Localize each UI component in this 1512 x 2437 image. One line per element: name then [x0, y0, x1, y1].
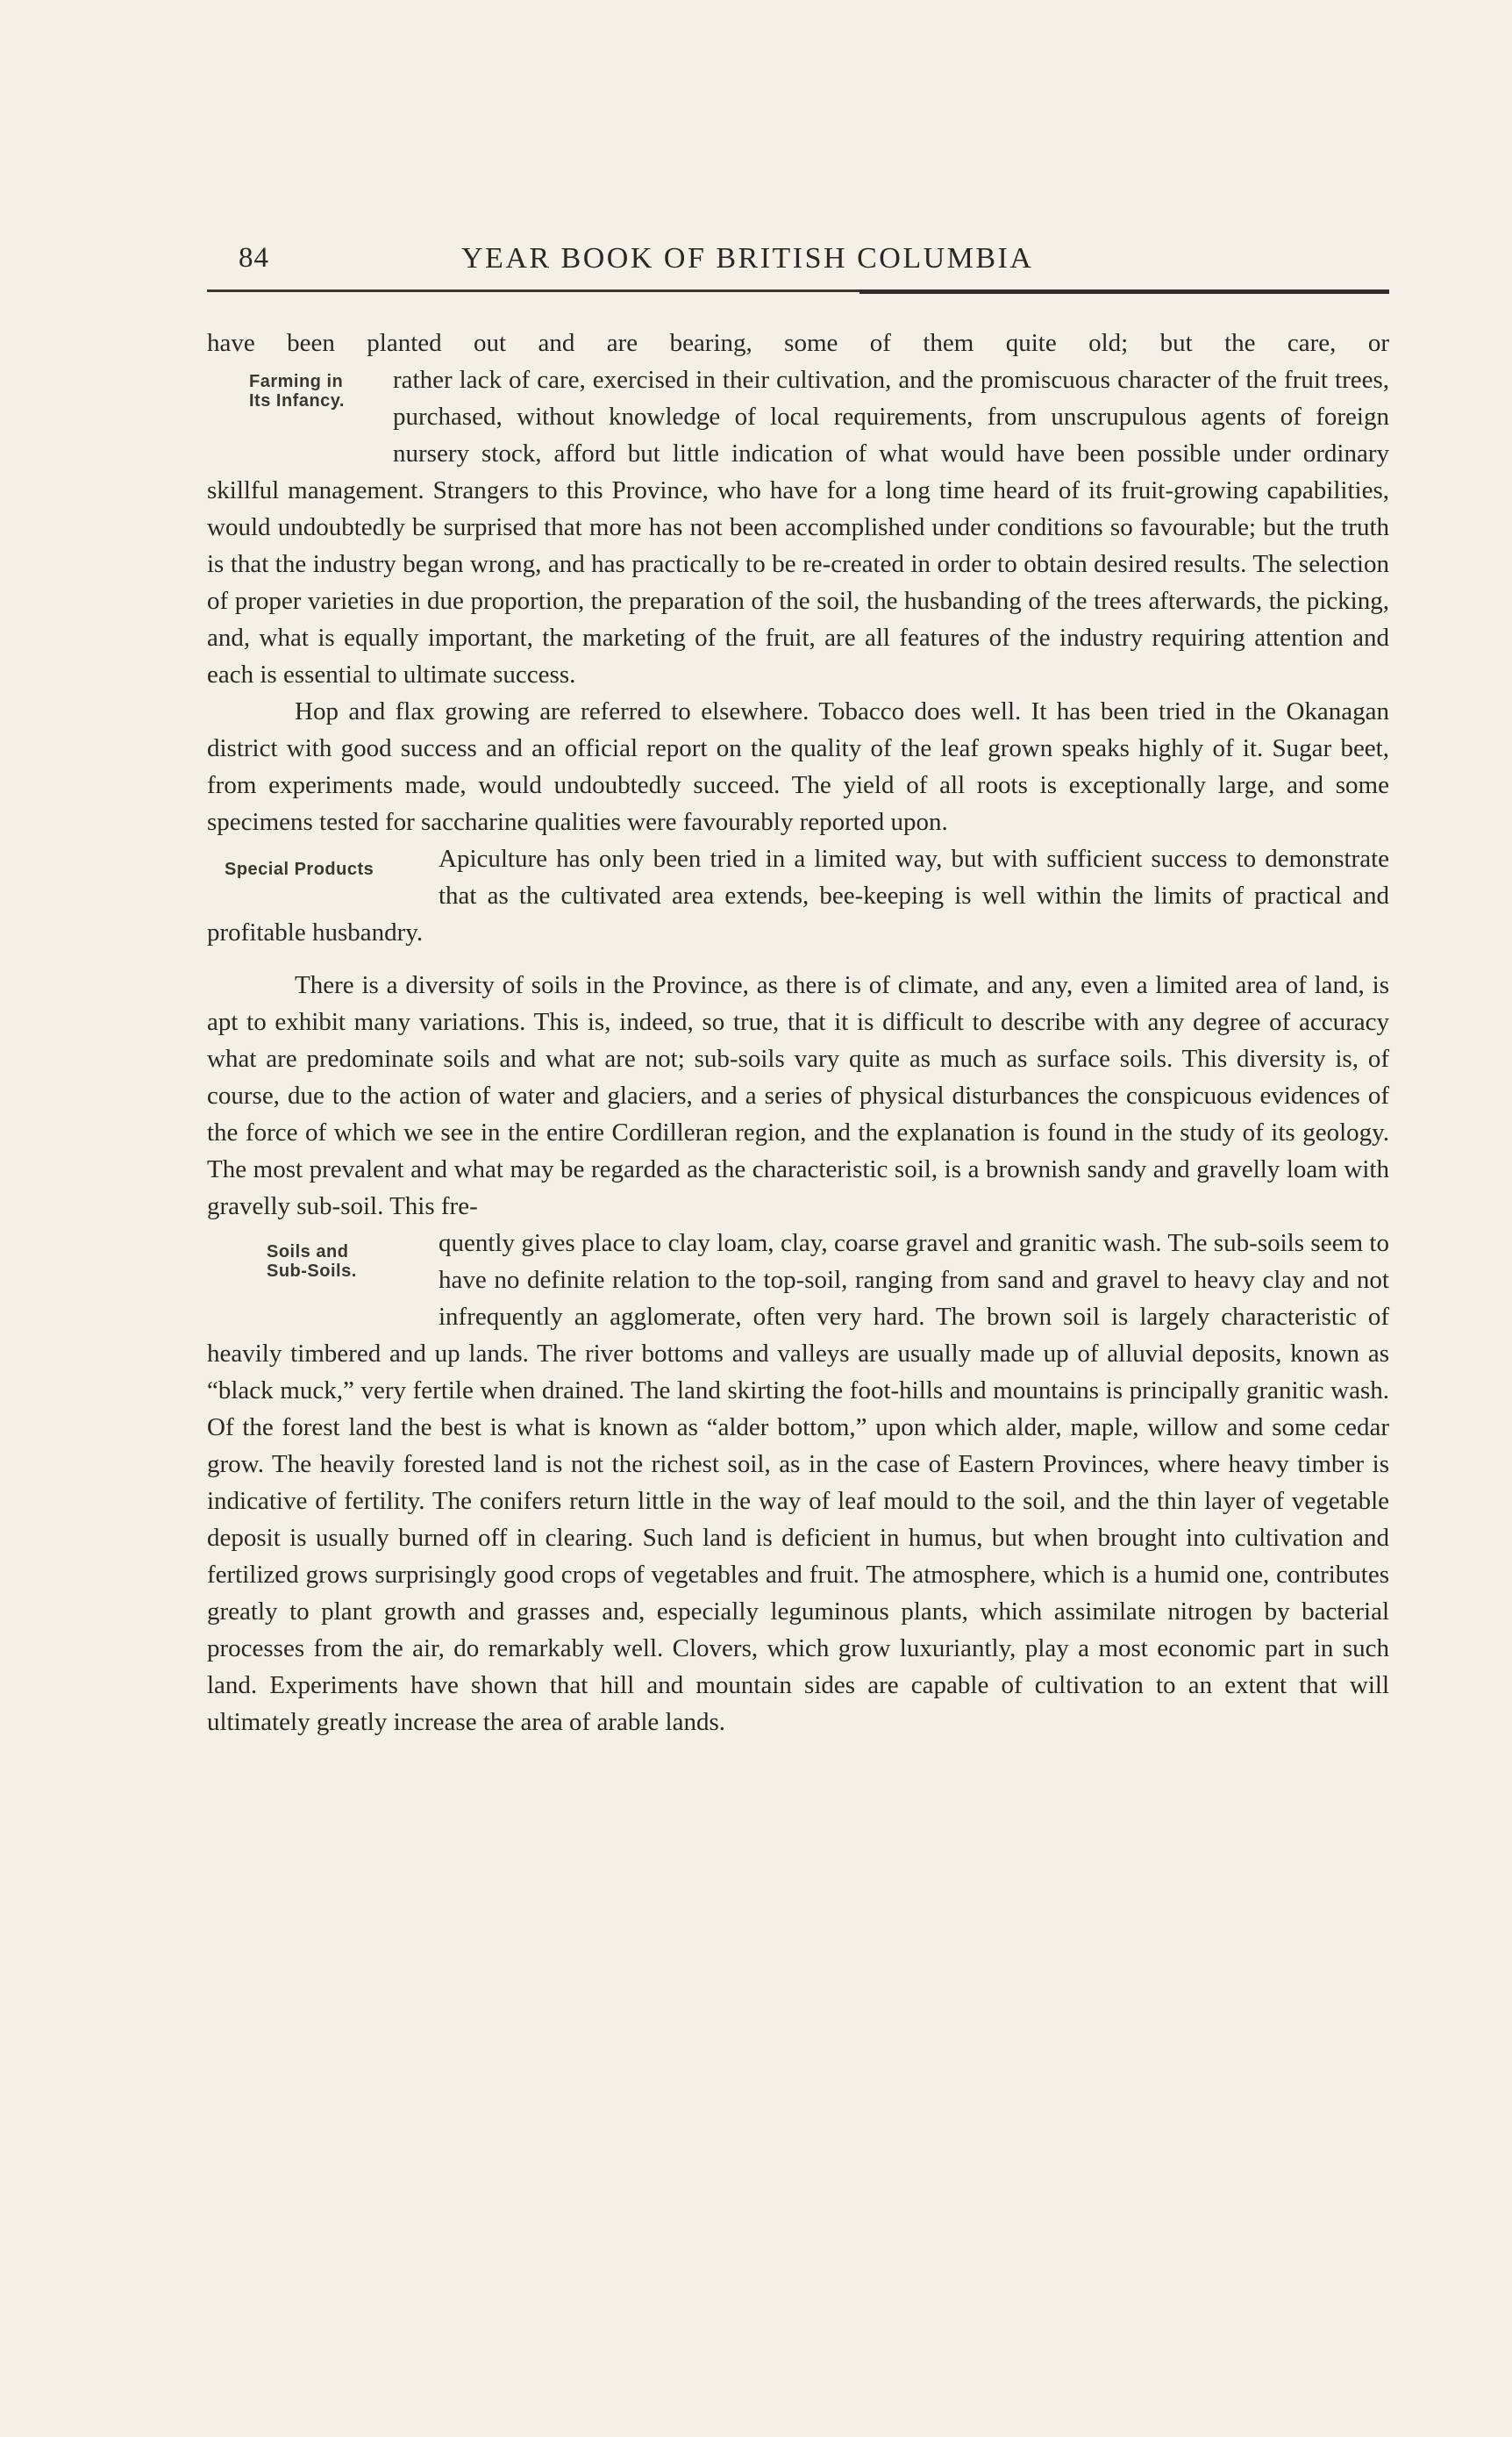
paragraph-1: rather lack of care, exercised in their cultivation, and the promiscuous character of the fruit trees, purchased, without knowledge of local requirements, from unscrupulous agents of foreign nursery stock, afford but little indication of what would have been possible under ordinary skillful management. Strangers to this Province, who have for a long time heard of its fruit-growing capabilities, would undoubtedly be surprised that more has not been accomplished under conditions so favourable; but the truth is that the industry began wrong, and has practically to be re-created in order to obtain desired results. The selection of proper varieties in due proportion, the preparation of the soil, the husbanding of the trees afterwards, the picking, and, what is equally important, the marketing of the fruit, are all features of the industry requiring attention and each is essential to ultimate success.: [207, 366, 1389, 689]
header-rule-thick: [859, 289, 1389, 294]
margin-note-line: Special Products: [225, 860, 374, 879]
paragraph-2: Hop and flax growing are referred to elsewhere. Tobacco does well. It has been tried in the Okanagan district with good success and an official report on the quality of the leaf grown speaks highly of it. Sugar beet, from experiments made, would undoubtedly succeed. The yield of all roots is exceptionally large, and some specimens tested for saccharine qualities were favourably reported upon.: [207, 697, 1389, 836]
running-header: [207, 242, 1389, 282]
paragraph-3-continued: quently gives place to clay loam, clay, coarse gravel and granitic wash. The sub-soils seem to have no definite relation to the top-soil, ranging from sand and gravel to heavy clay and not infrequently an agglomerate, often very hard. The brown soil is largely characteristic of heavily timbered and up lands. The river bottoms and valleys are usually made up of alluvial deposits, known as “black muck,” very fertile when drained. The land skirting the foot-hills and mountains is principally granitic wash. Of the forest land the best is what is known as “alder bottom,” upon which alder, maple, willow and some cedar grow. The heavily forested land is not the richest soil, as in the case of Eastern Provinces, where heavy timber is indicative of fertility. The conifers return little in the way of leaf mould to the soil, and the thin layer of vegetable deposit is usually burned off in clearing. Such land is deficient in humus, but when brought into cultivation and fertilized grows surprisingly good crops of vegetables and fruit. The atmosphere, which is a humid one, contributes greatly to plant growth and grasses and, especially leguminous plants, which assimilate nitrogen by bacterial processes from the air, do remarkably well. Clovers, which grow luxuriantly, play a most economic part in such land. Experiments have shown that hill and mountain sides are capable of cultivation to an extent that will ultimately greatly increase the area of arable lands.: [207, 1229, 1389, 1736]
margin-note-line: Farming in: [249, 372, 344, 391]
page-number: 84: [239, 242, 269, 274]
paragraph-2-continued: Apiculture has only been tried in a limited way, but with sufficient success to demonstrate that as the cultivated area extends, bee-keeping is well within the limits of practical and profitable husbandry.: [207, 845, 1389, 947]
margin-note-line: Soils and: [267, 1242, 349, 1261]
paragraph-1-first-line: have been planted out and are bearing, some of them quite old; but the care, or: [207, 329, 1389, 357]
margin-note-line: Sub-Soils.: [267, 1261, 357, 1281]
margin-note-farming: [207, 361, 393, 461]
paragraph-3: There is a diversity of soils in the Province, as there is of climate, and any, even a limited area of land, is apt to exhibit many variations. This is, indeed, so true, that it is difficult to describe with any degree of accuracy what are predominate soils and what are not; sub-soils vary quite as much as surface soils. This diversity is, of course, due to the action of water and glaciers, and a series of physical disturbances the conspicuous evidences of the force of which we see in the entire Cordilleran region, and the explanation is found in the study of its geology. The most prevalent and what may be regarded as the characteristic soil, is a brownish sandy and gravelly loam with gravelly sub-soil. This fre-: [207, 971, 1389, 1220]
body-text: [207, 325, 1389, 1740]
margin-note-special-products: [207, 840, 439, 912]
running-title: YEAR BOOK OF BRITISH COLUMBIA: [461, 242, 1034, 275]
margin-note-soils: [207, 1225, 439, 1332]
margin-note-line: Its Infancy.: [249, 391, 345, 411]
